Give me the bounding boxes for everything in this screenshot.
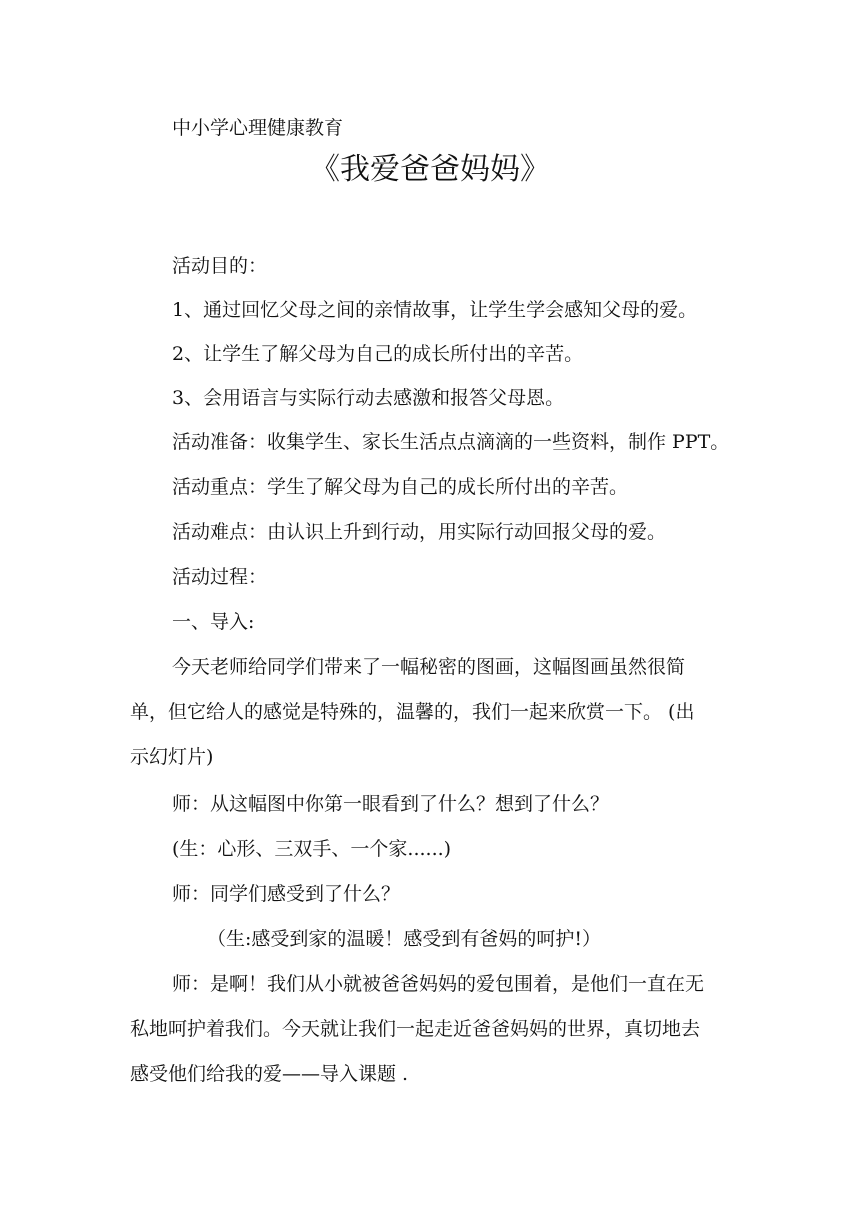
subject-line: 中小学心理健康教育 <box>172 117 344 139</box>
section-intro-heading: 一、导入: <box>172 611 255 633</box>
goal-item-3: 3、会用语言与实际行动去感激和报答父母恩。 <box>172 387 565 409</box>
process-heading: 活动过程： <box>172 566 268 588</box>
activity-focus: 活动重点：学生了解父母为自己的成长所付出的辛苦。 <box>172 476 629 498</box>
teacher-line-1: 师：从这幅图中你第一眼看到了什么？想到了什么？ <box>172 793 610 815</box>
activity-difficulty: 活动难点：由认识上升到行动，用实际行动回报父母的爱。 <box>172 521 667 543</box>
goal-item-2: 2、让学生了解父母为自己的成长所付出的辛苦。 <box>172 343 584 365</box>
teacher-paragraph-line: 私地呵护着我们。今天就让我们一起走近爸爸妈妈的世界，真切地去 <box>130 1018 701 1040</box>
teacher-line-2: 师：同学们感受到了什么？ <box>172 883 401 905</box>
intro-paragraph-line: 示幻灯片) <box>130 746 214 768</box>
goals-heading: 活动目的： <box>172 255 268 277</box>
intro-paragraph-line: 今天老师给同学们带来了一幅秘密的图画，这幅图画虽然很简 <box>172 656 686 678</box>
student-line-1: (生：心形、三双手、一个家......) <box>172 838 452 860</box>
document-title: 《我爱爸爸妈妈》 <box>310 152 550 187</box>
teacher-paragraph-line: 感受他们给我的爱——导入课题 . <box>130 1063 409 1085</box>
intro-paragraph-line: 单，但它给人的感觉是特殊的，温馨的，我们一起来欣赏一下。 (出 <box>130 701 695 723</box>
student-line-2: （生:感受到家的温暖！感受到有爸妈的呵护!） <box>207 928 602 950</box>
goal-item-1: 1、通过回忆父母之间的亲情故事，让学生学会感知父母的爱。 <box>172 299 698 321</box>
teacher-paragraph-line: 师：是啊！我们从小就被爸爸妈妈的爱包围着，是他们一直在无 <box>172 973 705 995</box>
activity-preparation: 活动准备：收集学生、家长生活点点滴滴的一些资料，制作 PPT。 <box>172 431 730 453</box>
